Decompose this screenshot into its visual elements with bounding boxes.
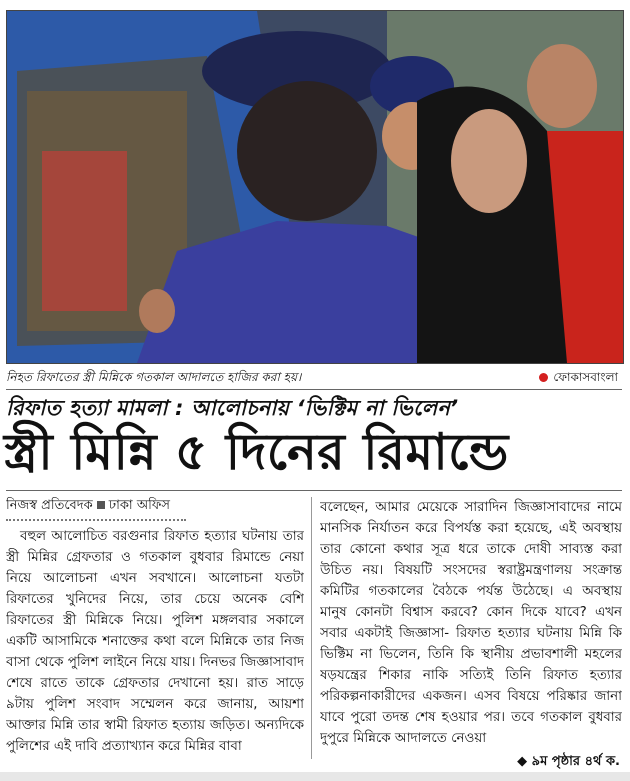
column-divider [311, 497, 312, 759]
photo-illustration [7, 11, 623, 363]
article-headline: স্ত্রী মিন্নি ৫ দিনের রিমান্ডে [4, 423, 509, 481]
page-bottom-bar [0, 772, 630, 781]
byline-desk: ঢাকা অফিস [108, 498, 170, 513]
square-bullet-icon [97, 501, 105, 509]
column-1-text: বহুল আলোচিত বরগুনার রিফাত হত্যার ঘটনায় তার স্ত্রী মিন্নির গ্রেফতার ও গতকাল বুধবার রিমান্ডে নেয়া নিয়ে আলোচনা এখন সবখানে। আলোচনা যতটা রিফাতের খুনিদের নিয়ে, তার চেয়ে অনেক বেশি রিফাতের স্ত্রী মিন্নিকে নিয়ে। পুলিশ মঙ্গলবার সকালে একটি আসামিকে শনাক্তের কথা বলে মিন্নিকে তার নিজ বাসা থেকে পুলিশ লাইনে নিয়ে যায়। দিনভর জিজ্ঞাসাবাদ শেষে রাতে তাকে গ্রেফতার দেখানো হয়। রাত সাড়ে ৯টায় পুলিশ সংবাদ সম্মেলন করে জানায়, আয়শা আক্তার মিন্নি তার স্বামী রিফাত হত্যায় জড়িত। অন্যদিকে পুলিশের এই দাবি প্রত্যাখ্যান করে মিন্নির বাবা [6, 529, 304, 754]
photo-credit [539, 369, 618, 389]
bullet-icon [539, 373, 548, 382]
article-column-2 [320, 497, 622, 763]
continuation-text: ৯ম পৃষ্ঠার ৪র্থ ক. [531, 754, 620, 769]
byline [6, 495, 304, 517]
article-column-1 [6, 495, 304, 761]
byline-author: নিজস্ব প্রতিবেদক [6, 498, 93, 513]
photo-caption: নিহত রিফাতের স্ত্রী মিন্নিকে গতকাল আদালতে হাজির করা হয়। [6, 370, 302, 384]
dotted-divider [6, 519, 186, 521]
news-photo [6, 10, 624, 364]
divider [6, 490, 622, 491]
photo-caption-row [6, 366, 622, 388]
photo-credit-text: ফোকাসবাংলা [553, 370, 618, 384]
column-2-text: বলেছেন, আমার মেয়েকে সারাদিন জিজ্ঞাসাবাদের নামে মানসিক নির্যাতন করে বিপর্যস্ত করা হয়েছে, এই অবস্থায় তার কোনো কথার সূত্র ধরে তাকে দোষী সাব্যস্ত করা উচিত নয়। বিষয়টি সংসদের স্বরাষ্ট্রমন্ত্রণালয় সংক্রান্ত কমিটির গতকালের বৈঠকে পর্যন্ত উঠেছে। এ অবস্থায় মানুষ কোনটা বিশ্বাস করবে? কোন দিকে যাবে? এখন সবার একটাই জিজ্ঞাসা- রিফাত হত্যার ঘটনায় মিন্নি কি ভিক্টিম না ভিলেন, তিনি কি স্থানীয় প্রভাবশালী মহলের ষড়যন্ত্রের শিকার নাকি সত্যিই তিনি রিফাত হত্যার পরিকল্পনাকারীদের একজন। এসব বিষয়ে পরিষ্কার জানা যাবে পুরো তদন্ত শেষ হওয়ার পর। তবে গতকাল বুধবার দুপুরে মিন্নিকে আদালতে নেওয়া [320, 500, 622, 746]
article-kicker: রিফাত হত্যা মামলা : আলোচনায় ‘ভিক্টিম না ভিলেন’ [6, 396, 459, 420]
divider [6, 389, 622, 390]
continuation-note: ◆ ৯ম পৃষ্ঠার ৪র্থ ক. [517, 754, 620, 769]
